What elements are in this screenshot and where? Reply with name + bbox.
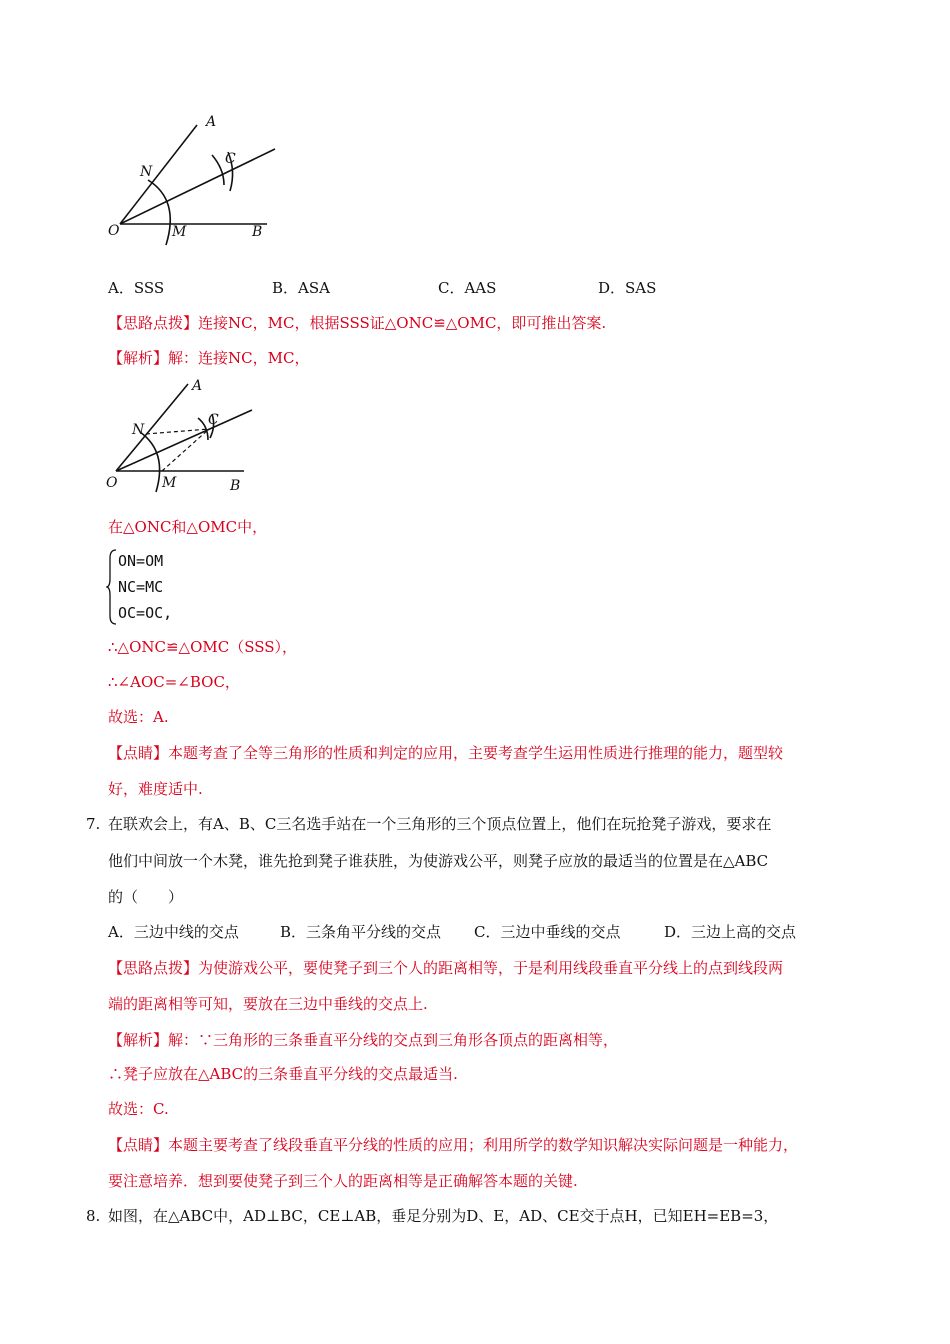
system-brace	[106, 548, 118, 626]
q7-solution-2: ∴凳子应放在△ABC的三条垂直平分线的交点最适当.	[108, 1065, 458, 1083]
arc-MN	[140, 432, 160, 492]
figure-angle-construction-2	[100, 372, 280, 502]
label-C: C	[208, 412, 219, 428]
q7-answer: 故选：C.	[108, 1100, 169, 1118]
q7-comment-label: 【点睛】	[108, 1136, 169, 1154]
q6-hint-label: 【思路点拨】	[108, 314, 199, 332]
q6-hint	[108, 313, 606, 333]
arc-MN	[148, 180, 170, 245]
q6-option-b: B．ASA	[272, 279, 330, 297]
equation-system	[118, 548, 172, 626]
equation-1: ON=OM	[118, 552, 164, 570]
label-M: M	[172, 224, 187, 240]
label-C: C	[225, 151, 236, 167]
q7-number: 7.	[86, 815, 101, 833]
q7-hint-text: 为使游戏公平，要使凳子到三个人的距离相等，于是利用线段垂直平分线上的点到线段两	[198, 959, 784, 977]
q6-option-d: D．SAS	[598, 279, 657, 297]
q7-comment-1	[108, 1135, 798, 1155]
q6-comment-1	[108, 743, 783, 763]
q7-hint-2: 端的距离相等可知，要放在三边中垂线的交点上.	[108, 995, 428, 1013]
q7-comment-2: 要注意培养．想到要使凳子到三个人的距离相等是正确解答本题的关键.	[108, 1172, 578, 1190]
q8-number: 8.	[86, 1207, 101, 1225]
ray-OA	[120, 125, 197, 224]
arc-near-C-1	[212, 155, 224, 185]
label-N: N	[140, 164, 153, 180]
label-A: A	[206, 114, 217, 130]
q7-solution-1	[108, 1030, 618, 1050]
label-N: N	[132, 422, 145, 438]
q6-conclusion-1: ∴△ONC≌△OMC（SSS），	[108, 638, 298, 656]
q6-option-a: A．SSS	[108, 279, 165, 297]
q7-hint-label: 【思路点拨】	[108, 959, 199, 977]
q6-comment-2: 好，难度适中.	[108, 780, 203, 798]
label-O: O	[108, 223, 120, 239]
segment-MC	[162, 429, 209, 471]
q6-solution-intro	[108, 348, 309, 368]
q6-solution-label: 【解析】	[108, 349, 169, 367]
equation-2: NC=MC	[118, 578, 164, 596]
label-B: B	[252, 224, 263, 240]
q6-hint-text: 连接NC，MC，根据SSS证△ONC≌△OMC，即可推出答案.	[198, 314, 607, 332]
q7-option-a: A．三边中线的交点	[108, 923, 239, 941]
q6-in-triangles: 在△ONC和△OMC中，	[108, 518, 268, 536]
label-A: A	[192, 378, 203, 394]
q7-option-b: B．三条角平分线的交点	[280, 923, 442, 941]
q7-comment-text: 本题主要考查了线段垂直平分线的性质的应用；利用所学的数学知识解决实际问题是一种能力，	[168, 1136, 799, 1154]
q6-comment-text: 本题考查了全等三角形的性质和判定的应用，主要考查学生运用性质进行推理的能力，题型较	[168, 744, 784, 762]
q6-option-c: C．AAS	[438, 279, 497, 297]
label-O: O	[106, 475, 118, 491]
ray-OC	[116, 410, 252, 471]
q7-stem-2: 他们中间放一个木凳，谁先抢到凳子谁获胜，为使游戏公平，则凳子应放的最适当的位置是在△ABC	[108, 852, 769, 870]
q6-answer: 故选：A.	[108, 708, 169, 726]
label-B: B	[230, 478, 241, 494]
q6-solution-text: 解：连接NC，MC，	[168, 349, 310, 367]
equation-3: OC=OC,	[118, 604, 173, 622]
q8-stem-1: 如图，在△ABC中，AD⊥BC，CE⊥AB，垂足分别为D、E，AD、CE交于点H，已知EH=EB=3，	[108, 1207, 779, 1225]
figure-angle-construction-1	[100, 105, 300, 255]
label-M: M	[162, 475, 177, 491]
q6-conclusion-2: ∴∠AOC=∠BOC，	[108, 673, 240, 691]
q7-option-d: D．三边上高的交点	[664, 923, 797, 941]
ray-OA	[116, 384, 188, 471]
q6-comment-label: 【点睛】	[108, 744, 169, 762]
q7-solution-label: 【解析】	[108, 1031, 169, 1049]
q7-solution-text: 解：∵三角形的三条垂直平分线的交点到三角形各顶点的距离相等，	[168, 1031, 619, 1049]
q7-stem-3: 的（ ）	[108, 888, 184, 906]
q7-hint-1	[108, 958, 783, 978]
q7-stem-1: 在联欢会上，有A、B、C三名选手站在一个三角形的三个顶点位置上，他们在玩抢凳子游戏，要求在	[108, 815, 772, 833]
ray-OC	[120, 149, 275, 224]
q7-option-c: C．三边中垂线的交点	[474, 923, 621, 941]
